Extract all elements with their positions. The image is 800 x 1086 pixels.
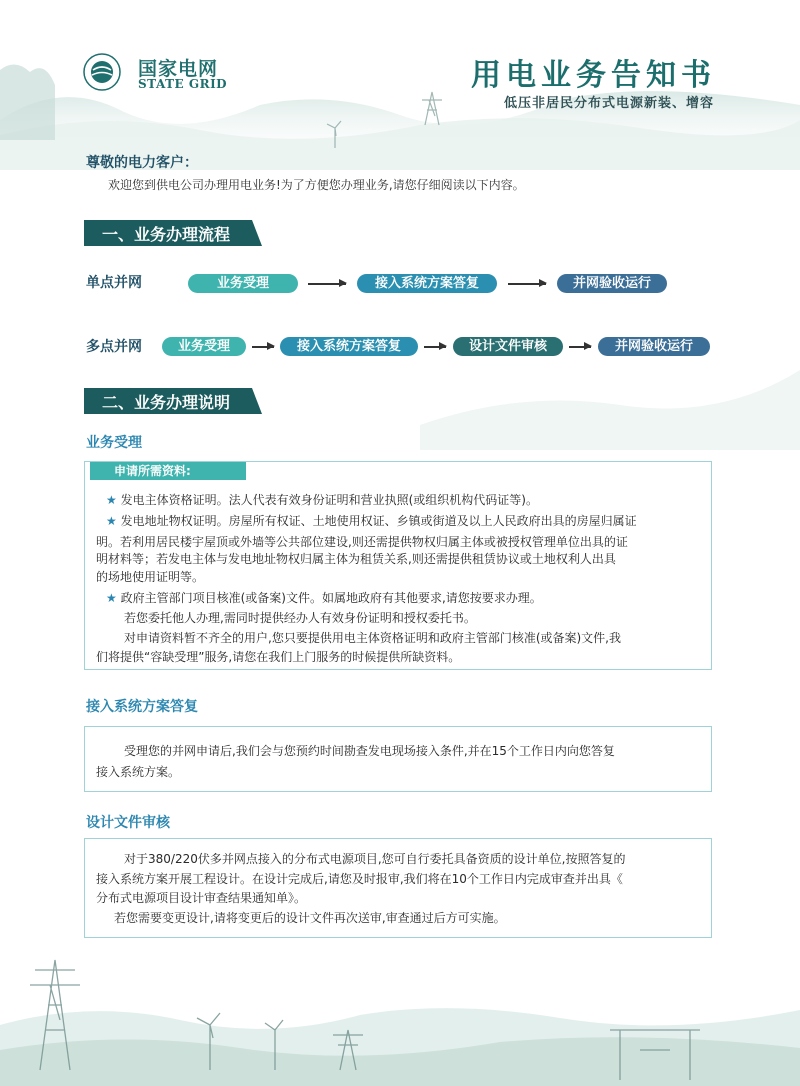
page-title: 用电业务告知书	[471, 58, 716, 93]
star-bullet-icon: ★	[106, 514, 117, 528]
acceptance-line: 明材料等；若发电主体与发电地址物权归属主体为租赁关系,则还需提供租赁协议或土地权利人出具	[96, 552, 616, 566]
access-plan-heading: 接入系统方案答复	[86, 699, 198, 715]
brand-name-cn: 国家电网	[138, 58, 219, 80]
step-acceptance: 业务受理	[162, 337, 246, 356]
section-description-header	[84, 388, 262, 414]
brand-name-en: STATE GRID	[138, 77, 228, 91]
acceptance-heading: 业务受理	[86, 435, 142, 451]
design-review-line: 若您需要变更设计,请将变更后的设计文件再次送审,审查通过后方可实施。	[114, 911, 506, 925]
section-description-title: 二、业务办理说明	[102, 393, 231, 412]
access-plan-line: 受理您的并网申请后,我们会与您预约时间勘查发电现场接入条件,并在15个工作日内向您答复	[124, 744, 615, 758]
flow-arrow	[308, 283, 346, 285]
multi-point-label: 多点并网	[86, 339, 142, 355]
acceptance-line: 明。若利用居民楼宇屋顶或外墙等公共部位建设,则还需提供物权归属主体或被授权管理单位出具的证	[96, 535, 628, 549]
acceptance-line: 们将提供“容缺受理”服务,请您在我们上门服务的时候提供所缺资料。	[96, 650, 461, 664]
flow-arrow	[569, 346, 591, 348]
design-review-heading: 设计文件审核	[86, 815, 170, 831]
star-bullet-icon: ★	[106, 493, 117, 507]
flow-arrow	[424, 346, 446, 348]
salutation: 尊敬的电力客户：	[86, 155, 198, 171]
acceptance-line: 的场地使用证明等。	[96, 570, 205, 584]
star-bullet-icon: ★	[106, 591, 117, 605]
flow-arrow	[508, 283, 546, 285]
footer-landscape-background	[0, 930, 800, 1086]
state-grid-logo-icon	[82, 52, 122, 92]
acceptance-line: ★ 发电主体资格证明。法人代表有效身份证明和营业执照(或组织机构代码证等)。	[106, 493, 538, 507]
step-design-review: 设计文件审核	[453, 337, 563, 356]
required-materials-tag	[90, 462, 246, 480]
access-plan-line: 接入系统方案。	[96, 765, 181, 779]
design-review-line: 接入系统方案开展工程设计。在设计完成后,请您及时报审,我们将在10个工作日内完成审查并出具《	[96, 872, 623, 886]
step-acceptance-operation: 并网验收运行	[598, 337, 710, 356]
intro-text: 欢迎您到供电公司办理用电业务!为了方便您办理业务,请您仔细阅读以下内容。	[108, 178, 525, 192]
design-review-line: 对于380/220伏多并网点接入的分布式电源项目,您可自行委托具备资质的设计单位,按照答复的	[124, 852, 626, 866]
single-point-label: 单点并网	[86, 275, 142, 291]
step-acceptance: 业务受理	[188, 274, 298, 293]
step-acceptance-operation: 并网验收运行	[557, 274, 667, 293]
section-process-title: 一、业务办理流程	[102, 225, 231, 244]
access-plan-box	[84, 726, 712, 792]
acceptance-line: 对申请资料暂不齐全的用户,您只要提供用电主体资格证明和政府主管部门核准(或备案)文件,我	[124, 631, 621, 645]
section-process-header	[84, 220, 262, 246]
required-materials-label: 申请所需资料:	[114, 464, 191, 478]
acceptance-line: 若您委托他人办理,需同时提供经办人有效身份证明和授权委托书。	[124, 611, 476, 625]
acceptance-line: ★ 发电地址物权证明。房屋所有权证、土地使用权证、乡镇或街道及以上人民政府出具的房屋归属证	[106, 514, 637, 528]
page-subtitle: 低压非居民分布式电源新装、增容	[503, 96, 714, 111]
acceptance-line: ★ 政府主管部门项目核准(或备案)文件。如属地政府有其他要求,请您按要求办理。	[106, 591, 542, 605]
flow-arrow	[252, 346, 274, 348]
design-review-line: 分布式电源项目设计审查结果通知单》。	[96, 891, 307, 905]
step-access-plan: 接入系统方案答复	[280, 337, 418, 356]
step-access-plan: 接入系统方案答复	[357, 274, 497, 293]
